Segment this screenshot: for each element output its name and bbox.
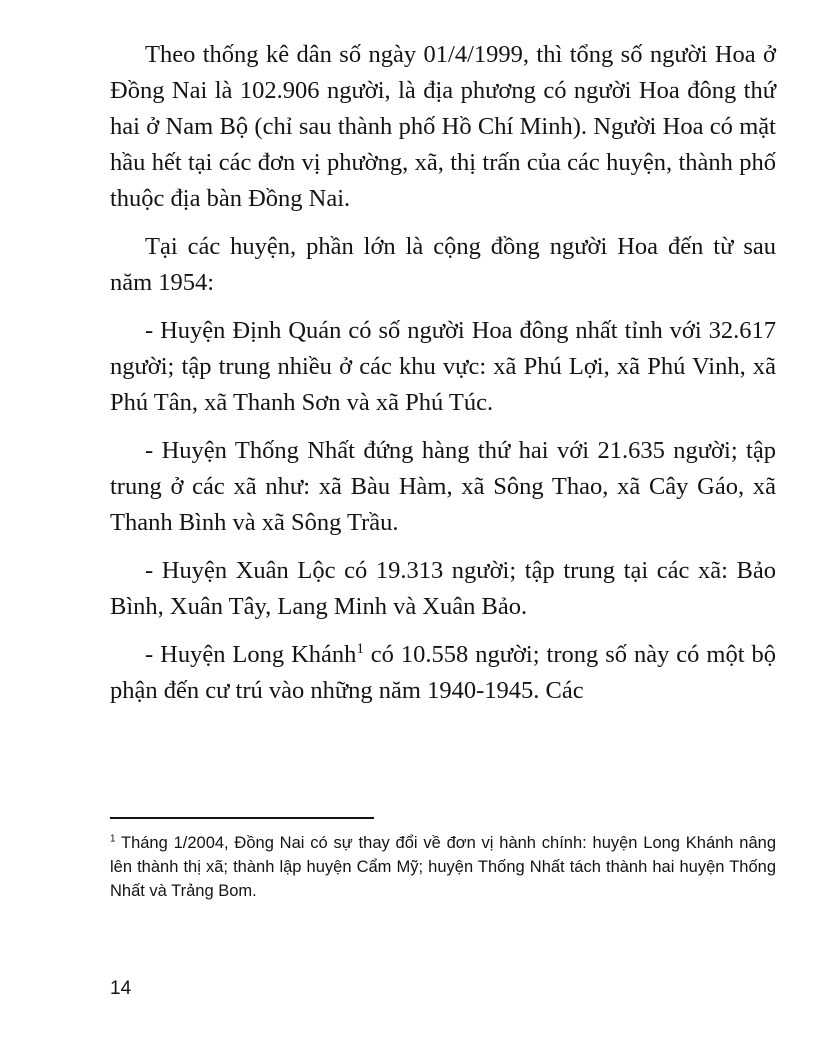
footnote-text: Tháng 1/2004, Đồng Nai có sự thay đổi về đơn vị hành chính: huyện Long Khánh nâng lên thành thị xã; thành lập huyện Cẩm Mỹ; huyện Thống Nhất tách thành hai huyện Thống Nhất và Trảng Bom. (110, 834, 776, 900)
page-number: 14 (110, 978, 132, 999)
paragraph-thong-nhat: - Huyện Thống Nhất đứng hàng thứ hai với 21.635 người; tập trung ở các xã như: xã Bàu Hàm, xã Sông Thao, xã Cây Gáo, xã Thanh Bình và xã Sông Trầu. (110, 437, 776, 536)
paragraph-districts-intro: Tại các huyện, phần lớn là cộng đồng người Hoa đến từ sau năm 1954: (110, 233, 776, 296)
paragraph-xuan-loc: - Huyện Xuân Lộc có 19.313 người; tập trung tại các xã: Bảo Bình, Xuân Tây, Lang Minh và Xuân Bảo. (110, 557, 776, 620)
long-khanh-text-start: - Huyện Long Khánh (145, 641, 357, 668)
footnote-marker: 1 (110, 833, 116, 845)
paragraph-population-intro: Theo thống kê dân số ngày 01/4/1999, thì tổng số người Hoa ở Đồng Nai là 102.906 người, là địa phương có người Hoa đông thứ hai ở Nam Bộ (chỉ sau thành phố Hồ Chí Minh). Người Hoa có mặt hầu hết tại các đơn vị phường, xã, thị trấn của các huyện, thành phố thuộc địa bàn Đồng Nai. (110, 41, 776, 212)
long-khanh-text-end: có 10.558 người; trong số này có một bộ phận đến cư trú vào những năm 1940-1945. Các (110, 641, 776, 704)
body-text (110, 37, 776, 721)
paragraph-dinh-quan: - Huyện Định Quán có số người Hoa đông nhất tỉnh với 32.617 người; tập trung nhiều ở các khu vực: xã Phú Lợi, xã Phú Vinh, xã Phú Tân, xã Thanh Sơn và xã Phú Túc. (110, 317, 776, 416)
footnote (110, 831, 776, 903)
footnote-divider (110, 817, 374, 819)
paragraph-long-khanh (110, 637, 776, 709)
footnote-reference: 1 (356, 640, 364, 657)
